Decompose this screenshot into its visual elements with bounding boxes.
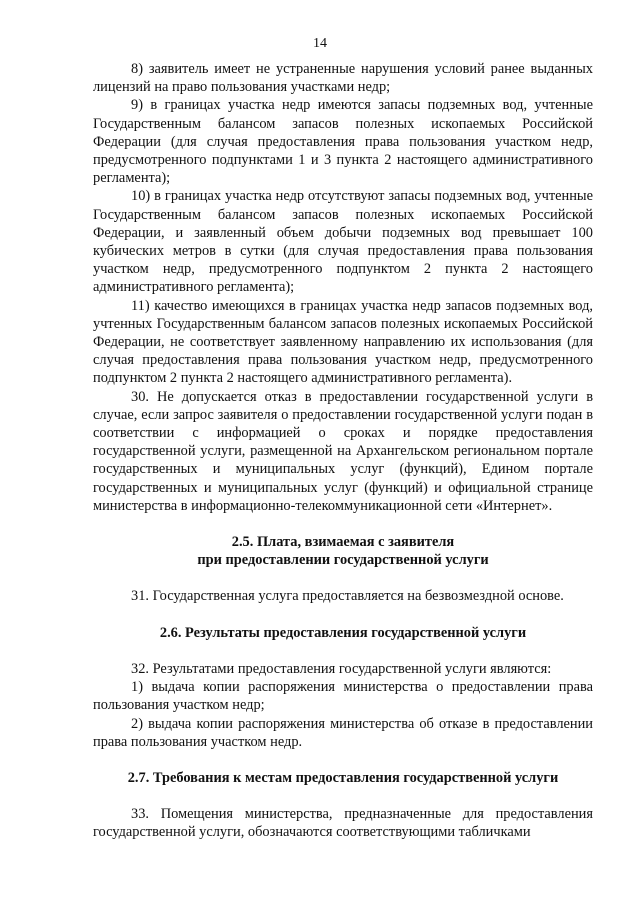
page-content xyxy=(93,60,593,842)
clause-32: 32. Результатами предоставления государственной услуги являются: xyxy=(131,660,552,677)
item-8: 8) заявитель имеет не устраненные нарушения условий ранее выданных лицензий на право пользования участками недр; xyxy=(93,61,593,96)
heading-2-7 xyxy=(93,769,593,787)
heading-2-5-line: при предоставлении государственной услуги xyxy=(197,552,489,569)
page-number: 14 xyxy=(313,36,327,51)
clause-32-item-2: 2) выдача копии распоряжения министерства об отказе в предоставлении права пользования участком недр. xyxy=(93,715,593,750)
heading-2-5-line: 2.5. Плата, взимаемая с заявителя xyxy=(231,534,455,551)
heading-2-5 xyxy=(93,533,593,569)
clause-30: 30. Не допускается отказ в предоставлении государственной услуги в случае, если запрос заявителя о предоставлении государственной услуги подан в соответствии с информацией о сроках и порядке предоставления государственной услуги, размещенной на Архангельском региональном портале государственных и муниципальных услуг (функций), Едином портале государственных и муниципальных услуг (функций) и официальной странице министерства в информационно-телекоммуникационной сети «Интернет». xyxy=(93,388,593,514)
clause-32-item-1: 1) выдача копии распоряжения министерства о предоставлении права пользования участком недр; xyxy=(93,679,593,714)
heading-2-6-line: 2.6. Результаты предоставления государственной услуги xyxy=(159,624,527,641)
heading-2-6 xyxy=(93,624,593,642)
clause-31: 31. Государственная услуга предоставляется на безвозмездной основе. xyxy=(131,588,564,605)
heading-2-7-line: 2.7. Требования к местам предоставления государственной услуги xyxy=(127,769,559,786)
clause-33: 33. Помещения министерства, предназначенные для предоставления государственной услуги, обозначаются соответствующими табличками xyxy=(93,806,593,841)
item-9: 9) в границах участка недр имеются запасы подземных вод, учтенные Государственным балансом запасов полезных ископаемых Российской Федерации (для случая предоставления права пользования участком недр, предусмотренного подпунктами 1 и 3 пункта 2 настоящего административного регламента); xyxy=(93,97,593,187)
item-10: 10) в границах участка недр отсутствуют запасы подземных вод, учтенные Государственным балансом запасов полезных ископаемых Российской Федерации, и заявленный объем добычи подземных вод превышает 100 кубических метров в сутки (для случая предоставления права пользования участком недр, предусмотренного подпунктом 2 пункта 2 настоящего административного регламента); xyxy=(93,188,593,296)
item-11: 11) качество имеющихся в границах участка недр запасов подземных вод, учтенных Государственным балансом запасов полезных ископаемых Российской Федерации, не соответствует заявленному направлению их использования (для случая предоставления права пользования участком недр, предусмотренного подпунктом 2 пункта 2 настоящего административного регламента). xyxy=(93,297,593,387)
